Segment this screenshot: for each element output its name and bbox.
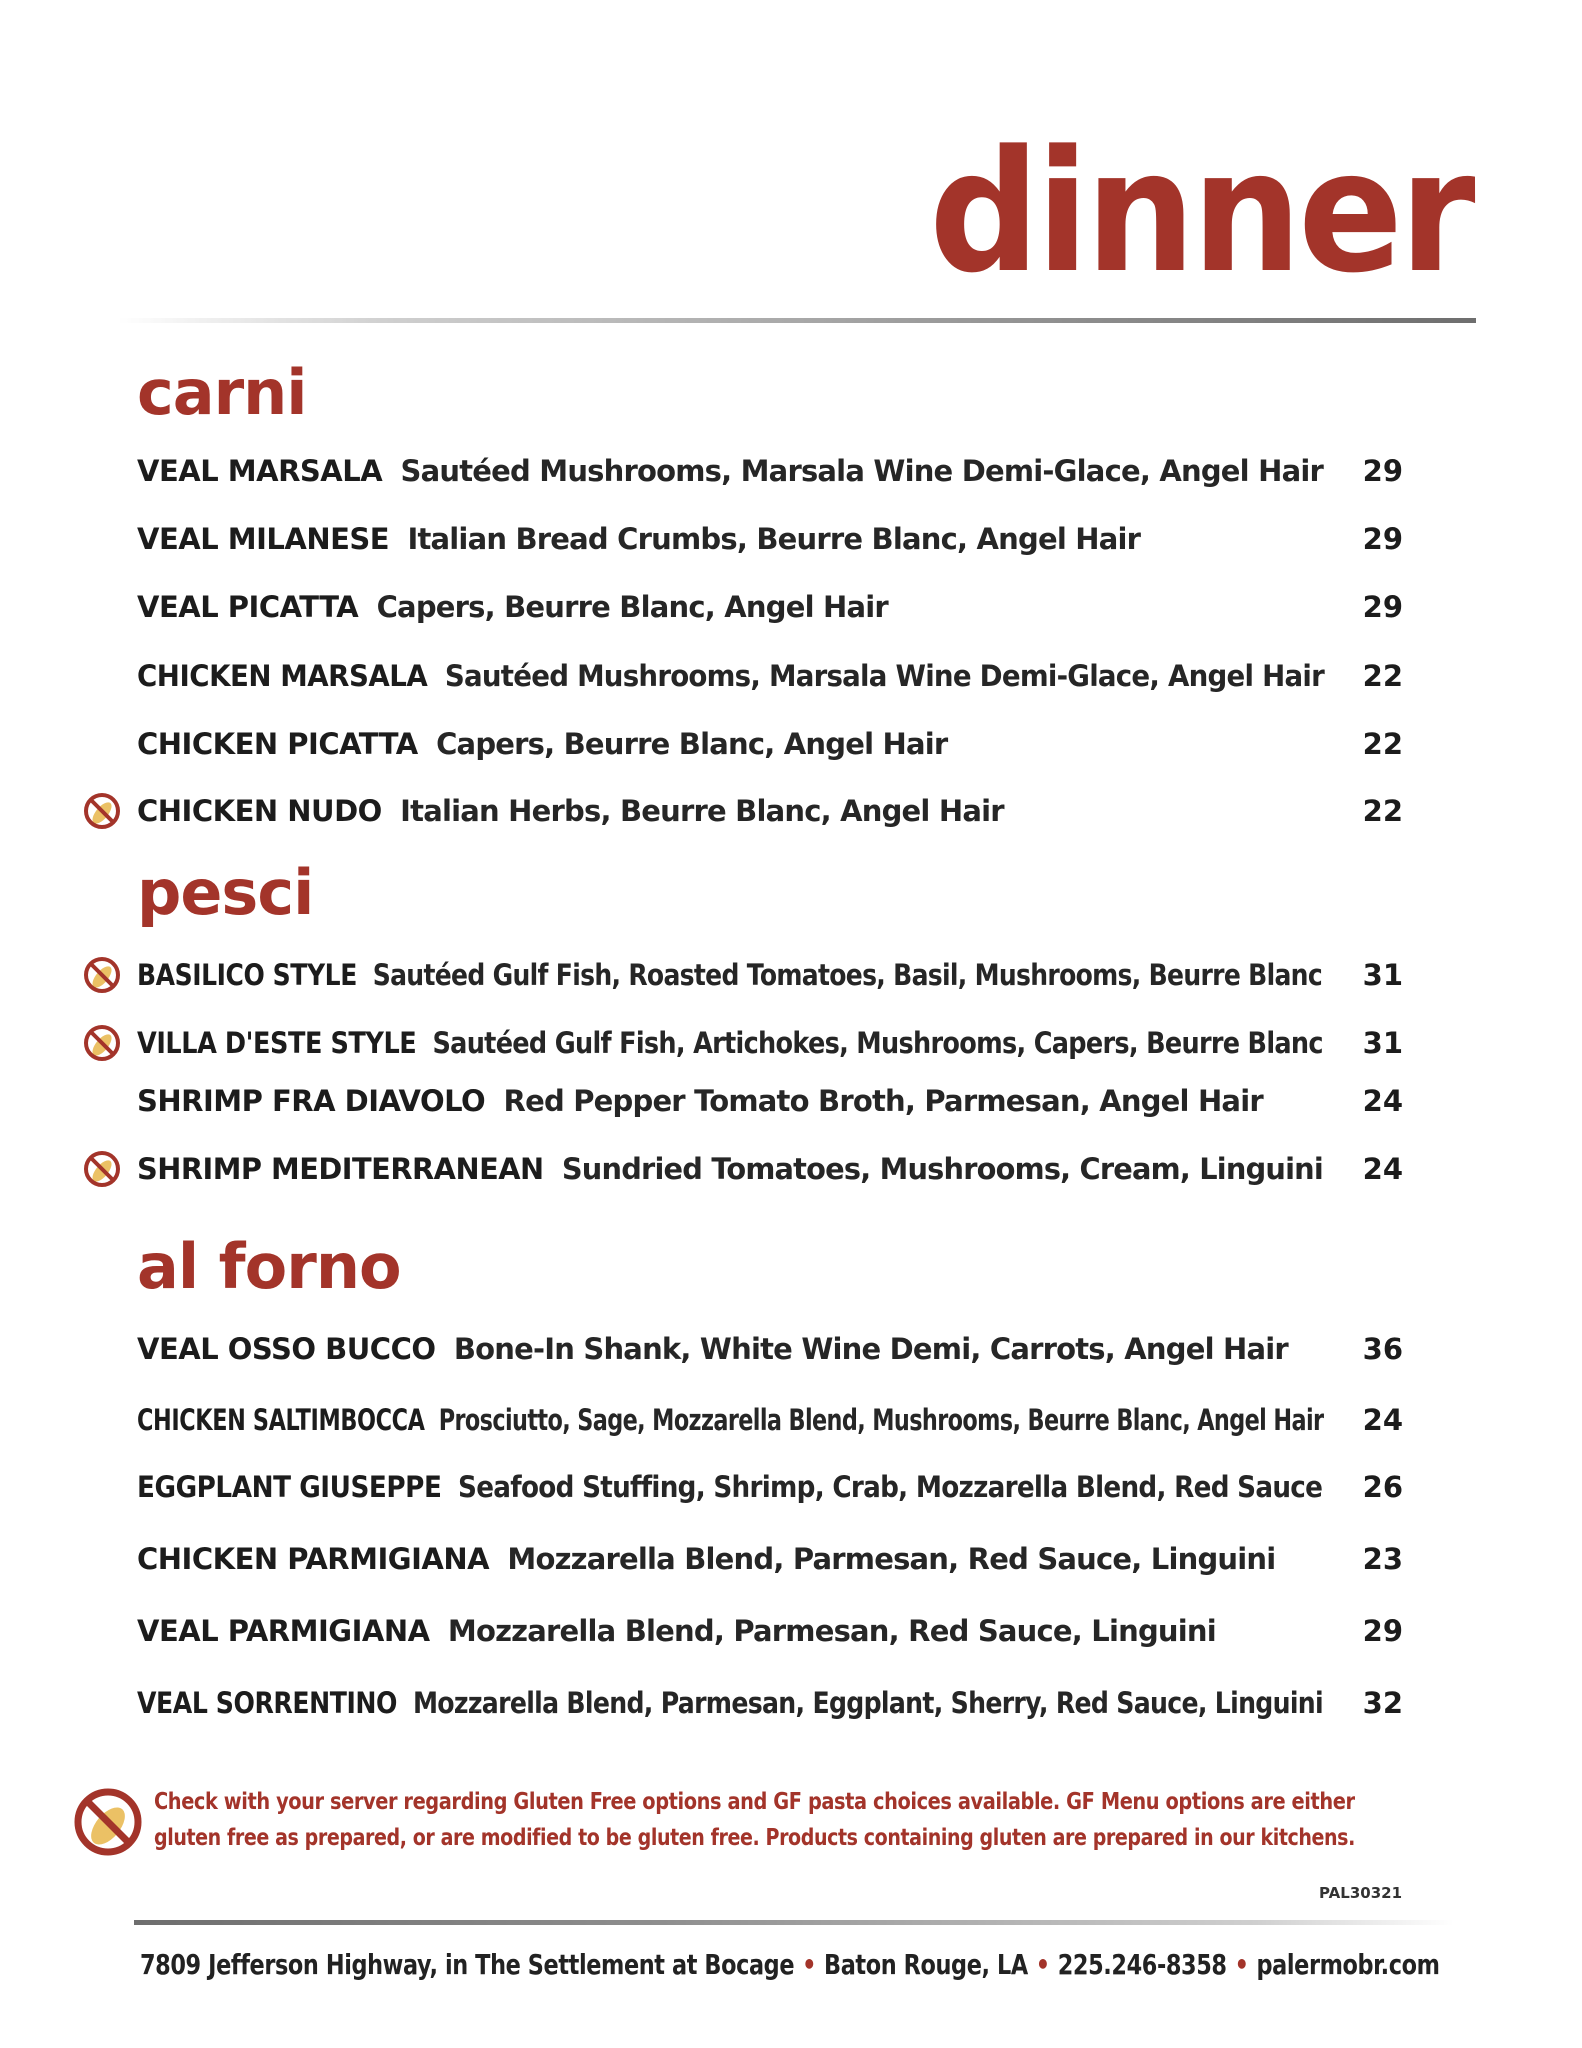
menu-item-name: BASILICO STYLE (137, 957, 357, 992)
menu-item-price: 29 (1362, 1614, 1403, 1648)
top-divider (118, 318, 1476, 323)
menu-item-name: CHICKEN SALTIMBOCCA (137, 1402, 425, 1437)
menu-item-text (137, 454, 1323, 489)
menu-item-text (137, 1332, 1288, 1367)
page-title: dinner (929, 114, 1472, 310)
menu-item (137, 1462, 1403, 1512)
footer-address: 7809 Jefferson Highway, in The Settlement at Bocage (140, 1948, 795, 1981)
menu-item-price: 31 (1362, 958, 1403, 992)
menu-item-price: 22 (1362, 794, 1403, 828)
menu-item (137, 514, 1403, 564)
menu-item-price: 29 (1362, 454, 1403, 488)
gluten-free-icon (82, 955, 122, 995)
menu-item (137, 1144, 1403, 1194)
menu-item-description: Bone-In Shank, White Wine Demi, Carrots, Angel Hair (453, 1331, 1288, 1366)
menu-item-name: VEAL SORRENTINO (137, 1685, 398, 1720)
menu-item-description: Sautéed Gulf Fish, Roasted Tomatoes, Basil, Mushrooms, Beurre Blanc (372, 957, 1322, 992)
menu-code: PAL30321 (1319, 1884, 1402, 1902)
menu-item-price: 32 (1362, 1686, 1403, 1720)
menu-item-text (137, 1614, 1216, 1649)
menu-item-description: Capers, Beurre Blanc, Angel Hair (436, 726, 948, 761)
menu-item (137, 446, 1403, 496)
menu-item-text (137, 1084, 1263, 1119)
menu-item (137, 786, 1403, 836)
menu-item-text (137, 590, 888, 625)
menu-item-name: VEAL PICATTA (137, 589, 359, 624)
menu-item-name: VILLA D'ESTE STYLE (137, 1025, 417, 1060)
menu-item (137, 1324, 1403, 1374)
menu-item-description: Italian Herbs, Beurre Blanc, Angel Hair (400, 793, 1004, 828)
menu-item-description: Italian Bread Crumbs, Beurre Blanc, Angel Hair (407, 521, 1141, 556)
menu-item-price: 29 (1362, 590, 1403, 624)
gluten-free-icon (82, 1149, 122, 1189)
menu-item (137, 1678, 1403, 1728)
menu-item-price: 23 (1362, 1542, 1403, 1576)
footer-website[interactable]: palermobr.com (1256, 1948, 1440, 1981)
bottom-divider (134, 1920, 1454, 1925)
menu-item-text (137, 1542, 1275, 1577)
menu-item-price: 22 (1362, 727, 1403, 761)
menu-item (137, 651, 1403, 701)
menu-item (137, 1606, 1403, 1656)
footer-separator: • (1035, 1948, 1050, 1981)
menu-item-price: 36 (1362, 1332, 1403, 1366)
menu-item-text (137, 659, 1324, 694)
menu-item-name: VEAL OSSO BUCCO (137, 1331, 436, 1366)
menu-item (137, 719, 1403, 769)
menu-item-name: CHICKEN MARSALA (137, 658, 428, 693)
section-title: pesci (137, 856, 314, 929)
menu-item-description: Capers, Beurre Blanc, Angel Hair (376, 589, 888, 624)
menu-item-name: CHICKEN PARMIGIANA (137, 1541, 490, 1576)
menu-item-description: Sundried Tomatoes, Mushrooms, Cream, Linguini (561, 1151, 1323, 1186)
menu-item (137, 1076, 1403, 1126)
menu-item-name: EGGPLANT GIUSEPPE (137, 1469, 442, 1504)
menu-item-price: 31 (1362, 1026, 1403, 1060)
menu-item-description: Mozzarella Blend, Parmesan, Eggplant, Sherry, Red Sauce, Linguini (412, 1685, 1323, 1720)
menu-item-price: 24 (1362, 1152, 1403, 1186)
menu-item (137, 1395, 1403, 1445)
menu-item-description: Red Pepper Tomato Broth, Parmesan, Angel Hair (503, 1083, 1263, 1118)
menu-item-text (137, 727, 947, 762)
menu-item-name: CHICKEN PICATTA (137, 726, 418, 761)
menu-item-text (137, 1152, 1323, 1187)
menu-item-price: 24 (1362, 1084, 1403, 1118)
menu-item (137, 1018, 1403, 1068)
note-line-2: gluten free as prepared, or are modified to be gluten free. Products containing gluten are prepared in our kitchens. (154, 1825, 1355, 1851)
footer-phone: 225.246-8358 (1057, 1948, 1227, 1981)
menu-item-text (137, 522, 1140, 557)
menu-item-price: 24 (1362, 1403, 1403, 1437)
gluten-free-icon (82, 1023, 122, 1063)
menu-item-name: VEAL MILANESE (137, 521, 390, 556)
menu-item-description: Seafood Stuffing, Shrimp, Crab, Mozzarella Blend, Red Sauce (458, 1469, 1323, 1504)
section-title: carni (137, 356, 307, 429)
gluten-free-icon (82, 791, 122, 831)
menu-item (137, 950, 1403, 1000)
footer-separator: • (1234, 1948, 1249, 1981)
menu-item-text (137, 1403, 1323, 1438)
footer (140, 1948, 1440, 1981)
menu-item-price: 22 (1362, 659, 1403, 693)
menu-item-description: Sautéed Mushrooms, Marsala Wine Demi-Glace, Angel Hair (444, 658, 1324, 693)
menu-item-text (137, 1026, 1323, 1061)
menu-item (137, 1534, 1403, 1584)
gluten-free-note (154, 1784, 1394, 1856)
menu-item-name: VEAL MARSALA (137, 453, 383, 488)
menu-item-name: VEAL PARMIGIANA (137, 1613, 430, 1648)
gluten-free-icon (72, 1786, 144, 1858)
note-line-1: Check with your server regarding Gluten Free options and GF pasta choices available. GF Menu options are either (154, 1789, 1355, 1815)
menu-item-name: SHRIMP MEDITERRANEAN (137, 1151, 544, 1186)
menu-item-text (137, 794, 1004, 829)
menu-item-text (137, 1686, 1323, 1721)
menu-item-price: 29 (1362, 522, 1403, 556)
menu-item-description: Sautéed Gulf Fish, Artichokes, Mushrooms, Capers, Beurre Blanc (432, 1025, 1323, 1060)
menu-item-text (137, 1470, 1322, 1505)
menu-item-name: CHICKEN NUDO (137, 793, 382, 828)
menu-item-description: Mozzarella Blend, Parmesan, Red Sauce, Linguini (507, 1541, 1276, 1576)
menu-item-description: Mozzarella Blend, Parmesan, Red Sauce, Linguini (447, 1613, 1216, 1648)
footer-separator: • (802, 1948, 817, 1981)
menu-item-price: 26 (1362, 1470, 1403, 1504)
section-title: al forno (137, 1230, 401, 1303)
menu-item-name: SHRIMP FRA DIAVOLO (137, 1083, 486, 1118)
footer-city: Baton Rouge, LA (824, 1948, 1028, 1981)
menu-item (137, 582, 1403, 632)
menu-item-description: Sautéed Mushrooms, Marsala Wine Demi-Glace, Angel Hair (400, 453, 1323, 488)
menu-item-text (137, 958, 1322, 993)
menu-item-description: Prosciutto, Sage, Mozzarella Blend, Mushrooms, Beurre Blanc, Angel Hair (438, 1402, 1324, 1437)
